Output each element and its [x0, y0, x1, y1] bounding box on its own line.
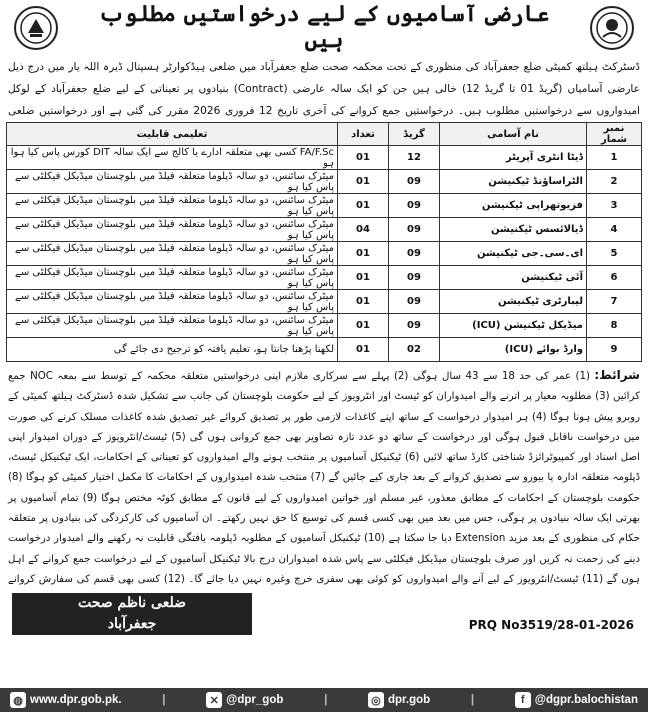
cell-count: 01	[338, 242, 389, 266]
cell-sno: 1	[587, 146, 642, 170]
footer-website[interactable]	[10, 692, 122, 708]
website-label: www.dpr.gob.pk.	[30, 694, 122, 706]
table-row	[7, 338, 642, 362]
signature-block	[12, 593, 252, 635]
cell-qualification: میٹرک سائنس، دو سالہ ڈپلوما متعلقہ فیلڈ میں بلوچستان میڈیکل فیکلٹی سے پاس کیا ہو	[7, 242, 338, 266]
cell-post: وارڈ بوائے (ICU)	[440, 338, 587, 362]
footer-social[interactable]	[515, 692, 638, 708]
twitter-label: @dpr_gob	[226, 694, 284, 706]
col-header-sno: نمبر شمار	[587, 123, 642, 146]
district-emblem-icon	[14, 6, 58, 50]
social-label: @dgpr.balochistan	[534, 694, 638, 706]
table-row	[7, 146, 642, 170]
cell-count: 01	[338, 266, 389, 290]
cell-qualification: میٹرک سائنس، دو سالہ ڈپلوما متعلقہ فیلڈ میں بلوچستان میڈیکل فیکلٹی سے پاس کیا ہو	[7, 218, 338, 242]
terms-body: (1) عمر کی حد 18 سے 43 سال ہوگی (2) پہلے سے سرکاری ملازم اپنی درخواستیں متعلقہ محکمہ کے توسط سے بمعہ NOC جمع کرائیں (3) مطلوبہ معیار پر اترنے والے امیدواران کو ٹیسٹ اور انٹرویوز کے لیے حکومت بلوچستان کی جانب سے تشکیل شدہ ڈسٹرکٹ ہیلتھ کمیٹی کے روبرو پیش ہونا ہوگا (4) ہر امیدوار درخواست کے ساتھ اپنے کاغذات لازمی طور پر تصدیق کروائے غیر تصدیق شدہ کاغذات مسلک کرنے کی صورت میں درخواست ناقابل قبول ہوگی اور درخواست کے ساتھ دو عدد تازہ تصاویر بھی جمع کروانی ہوں گی (5) ٹیسٹ/انٹرویوز کے دوران امیدوار اپنی اصل اسناد اور کمپیوٹرائزڈ شناختی کارڈ ساتھ لائیں (6) ٹیکنیکل آسامیوں پر منتخب ہونے والے امیدواروں کو تعیناتی کے احکامات، ایک ٹیکنیکل ٹیسٹ، ڈپلومہ متعلقہ ادارہ یا بیورو سے تصدیق کروانے کے بعد جاری کیے جائیں گے (7) منتخب شدہ امیدواروں کے احکامات کا مکمل اختیار کمیٹی کو ہوگا (8) حکومت بلوچستان کے احکامات کے مطابق معذور، غیر مسلم اور خواتین امیدواروں کے لیے قانون کے مطابق کوٹہ مختص ہوگا (9) تمام آسامیوں پر بھرتی ایک سالہ بنیادوں پر ہوگی، جس میں بعد میں بھی کسی قسم کی توسیع کا حق نہیں رکھتے۔ ان آسامیوں کی کارکردگی کی بنیادوں پر متعلقہ حکام کی منظوری کے بعد مزید Extension دیا جا سکتا ہے (10) ٹیکنیکل آسامیوں کے مطلوبہ ڈپلومہ یافتگی قابلیت نہ رکھنے والے امیدوار درخواست دینے کی زحمت نہ کریں اور صرف بلوچستان میڈیکل فیکلٹی سے پاس شدہ امیدواران درج بالا ٹیکنیکل آسامیوں کے لیے درخواست جمع کروانے کے اہل ہوں گے (11) ٹیسٹ/انٹرویوز کے لیے آنے والے امیدواروں کو کوئی بھی سفری خرچ وغیرہ نہیں دیا جائے گا۔ (12) کسی بھی قسم کی سفارش کروانے	[8, 371, 641, 585]
instagram-icon: ◎	[368, 692, 384, 708]
cell-count: 01	[338, 290, 389, 314]
table-row	[7, 170, 642, 194]
cell-sno: 5	[587, 242, 642, 266]
cell-qualification: میٹرک سائنس، دو سالہ ڈپلوما متعلقہ فیلڈ میں بلوچستان میڈیکل فیکلٹی سے پاس کیا ہو	[7, 314, 338, 338]
cell-sno: 3	[587, 194, 642, 218]
cell-grade: 09	[389, 218, 440, 242]
table-header-row	[7, 123, 642, 146]
cell-grade: 09	[389, 242, 440, 266]
balochistan-emblem-icon	[590, 6, 634, 50]
signature-line-1: ضلعی ناظم صحت	[78, 595, 186, 611]
cell-count: 01	[338, 146, 389, 170]
cell-qualification: FA/F.Sc کسی بھی متعلقہ ادارے یا کالج سے ایک سالہ DIT کورس پاس کیا ہوا ہو	[7, 146, 338, 170]
cell-count: 01	[338, 170, 389, 194]
table-row	[7, 242, 642, 266]
title-wrap	[96, 1, 552, 53]
table-row	[7, 290, 642, 314]
cell-post: فزیوتھراپی ٹیکنیشن	[440, 194, 587, 218]
footer-twitter[interactable]	[206, 692, 283, 708]
table-row	[7, 218, 642, 242]
col-header-qualification: تعلیمی قابلیت	[7, 123, 338, 146]
cell-grade: 09	[389, 314, 440, 338]
emblem-graphic-left	[19, 11, 53, 45]
cell-qualification: میٹرک سائنس، دو سالہ ڈپلوما متعلقہ فیلڈ میں بلوچستان میڈیکل فیکلٹی سے پاس کیا ہو	[7, 170, 338, 194]
facebook-icon: f	[515, 692, 531, 708]
terms-section	[6, 365, 642, 589]
cell-grade: 12	[389, 146, 440, 170]
globe-icon: ◍	[10, 692, 26, 708]
cell-sno: 6	[587, 266, 642, 290]
cell-sno: 8	[587, 314, 642, 338]
footer-bar	[0, 688, 648, 712]
col-header-post: نام آسامی	[440, 123, 587, 146]
cell-qualification: میٹرک سائنس، دو سالہ ڈپلوما متعلقہ فیلڈ میں بلوچستان میڈیکل فیکلٹی سے پاس کیا ہو	[7, 194, 338, 218]
bottom-block	[6, 589, 642, 641]
cell-grade: 09	[389, 290, 440, 314]
cell-post: ڈیالائسس ٹیکنیشن	[440, 218, 587, 242]
twitter-icon: ✕	[206, 692, 222, 708]
divider: |	[470, 694, 475, 706]
table-row	[7, 266, 642, 290]
intro-paragraph: ڈسٹرکٹ ہیلتھ کمیٹی ضلع جعفرآباد کی منظوری کے تحت محکمہ صحت ضلع جعفرآباد میں ضلعی ہیڈکوارٹر ہسپتال ڈیرہ اللہ یار میں درج ذیل عارضی آسامیاں (گریڈ 01 تا گریڈ 12) خالی ہیں جن کو ایک سالہ عارضی (Contract) بنیادوں پر تعیناتی کے لیے ضلع جعفرآباد کے لوکل امیدواروں سے درخواستیں مطلوب ہیں۔ درخواستیں جمع کروانے کی آخری تاریخ 12 فروری 2026 مقرر کی گئی ہے اور درخواستیں ضلعی	[8, 61, 640, 117]
cell-grade: 09	[389, 194, 440, 218]
cell-post: میڈیکل ٹیکنیشن (ICU)	[440, 314, 587, 338]
cell-qualification: میٹرک سائنس، دو سالہ ڈپلوما متعلقہ فیلڈ میں بلوچستان میڈیکل فیکلٹی سے پاس کیا ہو	[7, 266, 338, 290]
cell-post: الٹراساؤنڈ ٹیکنیشن	[440, 170, 587, 194]
divider: |	[162, 694, 166, 706]
table-row	[7, 194, 642, 218]
table-row	[7, 314, 642, 338]
cell-grade: 09	[389, 266, 440, 290]
cell-qualification: لکھنا پڑھنا جانتا ہو، تعلیم یافتہ کو ترجیح دی جائے گی	[7, 338, 338, 362]
cell-post: ڈیٹا انٹری آپریٹر	[440, 146, 587, 170]
col-header-count: تعداد	[338, 123, 389, 146]
signature-line-2: جعفرآباد	[107, 616, 157, 632]
divider: |	[324, 694, 328, 706]
footer-instagram[interactable]	[368, 692, 430, 708]
prq-number: PRQ No3519/28-01-2026	[468, 618, 634, 632]
emblem-graphic-right	[595, 11, 629, 45]
cell-count: 04	[338, 218, 389, 242]
cell-grade: 02	[389, 338, 440, 362]
instagram-label: dpr.gob	[387, 694, 431, 706]
vacancies-table	[6, 122, 642, 362]
cell-count: 01	[338, 194, 389, 218]
cell-sno: 4	[587, 218, 642, 242]
cell-sno: 7	[587, 290, 642, 314]
cell-grade: 09	[389, 170, 440, 194]
col-header-grade: گریڈ	[389, 123, 440, 146]
cell-post: آئی ٹیکنیشن	[440, 266, 587, 290]
cell-sno: 2	[587, 170, 642, 194]
page-title: عارضی آسامیوں کے لیے درخواستیں مطلوب ہیں	[98, 1, 550, 53]
cell-post: لیبارٹری ٹیکنیشن	[440, 290, 587, 314]
cell-count: 01	[338, 338, 389, 362]
cell-post: ای۔سی۔جی ٹیکنیشن	[440, 242, 587, 266]
cell-sno: 9	[587, 338, 642, 362]
header	[6, 1, 642, 53]
cell-count: 01	[338, 314, 389, 338]
terms-label: شرائط:	[594, 368, 640, 382]
cell-qualification: میٹرک سائنس، دو سالہ ڈپلوما متعلقہ فیلڈ میں بلوچستان میڈیکل فیکلٹی سے پاس کیا ہو	[7, 290, 338, 314]
